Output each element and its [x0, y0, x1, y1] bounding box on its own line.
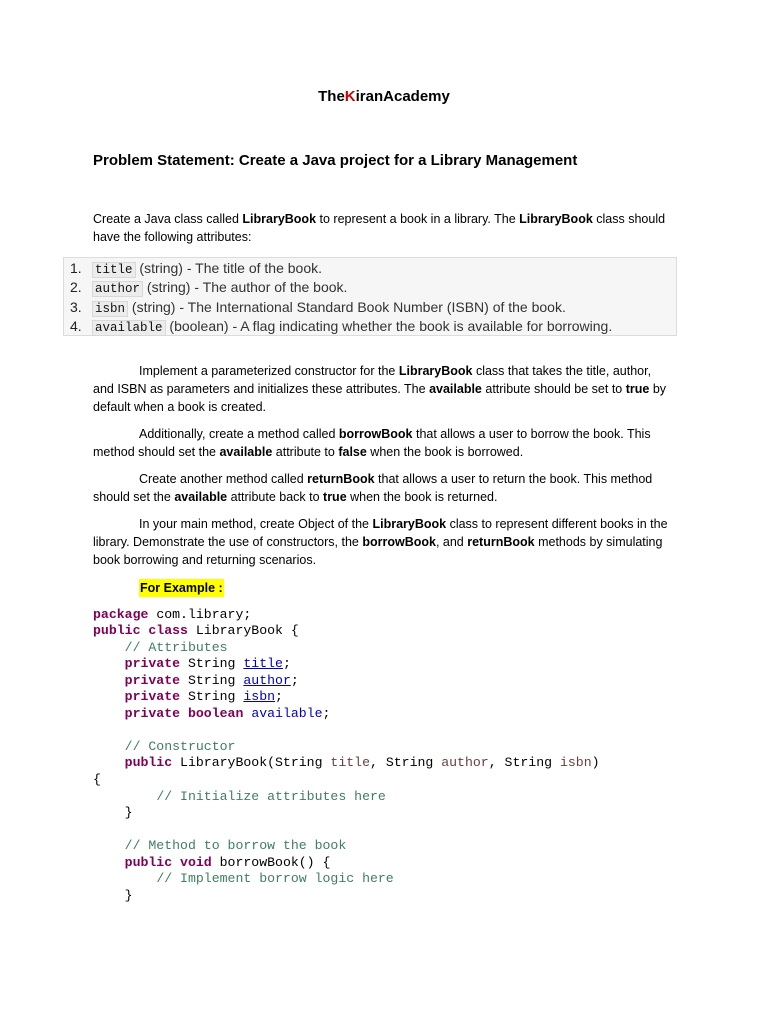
- code-line-comment-init: // Initialize attributes here: [156, 789, 386, 804]
- for-example-label: For Example :: [140, 581, 223, 595]
- intro-paragraph: Create a Java class called LibraryBook to represent a book in a library. The LibraryBook class should have the following attributes:: [93, 212, 666, 244]
- code-line-borrow-close: }: [124, 888, 133, 903]
- title-accent-letter: K: [344, 88, 356, 105]
- code-line-borrow-method: public void borrowBook() {: [124, 855, 331, 870]
- code-line-comment-borrow-logic: // Implement borrow logic here: [156, 871, 394, 886]
- attribute-item-title: 1. title (string) - The title of the book.: [70, 260, 323, 277]
- code-line-constructor-close: }: [124, 805, 133, 820]
- constructor-paragraph: Implement a parameterized constructor for the LibraryBook class that takes the title, author, and ISBN as parameters and initializes these attributes. The available attribute should be set to true by default when a book is created.: [93, 364, 667, 414]
- attribute-item-isbn: 3. isbn (string) - The International Standard Book Number (ISBN) of the book.: [70, 299, 566, 316]
- code-line-comment-constructor: // Constructor: [124, 739, 236, 754]
- return-paragraph: Create another method called returnBook that allows a user to return the book. This method should set the available attribute back to true when the book is returned.: [93, 472, 653, 504]
- code-line-comment-borrow: // Method to borrow the book: [124, 838, 347, 853]
- problem-statement-heading: Problem Statement: Create a Java project for a Library Management: [93, 152, 578, 169]
- attribute-item-author: 2. author (string) - The author of the book.: [70, 279, 348, 296]
- document-title: TheKiranAcademy: [318, 88, 450, 105]
- code-line-package: package com.library;: [93, 607, 252, 622]
- code-line-field-isbn: private String isbn;: [124, 689, 283, 704]
- borrow-paragraph: Additionally, create a method called borrowBook that allows a user to borrow the book. This method should set the available attribute to false when the book is borrowed.: [93, 427, 651, 459]
- code-line-comment-attributes: // Attributes: [124, 640, 228, 655]
- code-line-constructor-open: {: [93, 772, 101, 787]
- code-line-field-author: private String author;: [124, 673, 299, 688]
- main-method-paragraph: In your main method, create Object of the LibraryBook class to represent different books in the library. Demonstrate the use of constructors, the borrowBook, and returnBook methods by simulating book borrowing and returning scenarios.: [93, 517, 668, 567]
- attribute-item-available: 4. available (boolean) - A flag indicating whether the book is available for borrowing.: [70, 318, 613, 335]
- code-line-constructor: public LibraryBook(String title, String author, String isbn): [124, 755, 600, 770]
- code-line-field-title: private String title;: [124, 656, 291, 671]
- code-line-field-available: private boolean available;: [124, 706, 331, 721]
- attributes-list: [63, 257, 677, 336]
- code-line-class: public class LibraryBook {: [93, 623, 299, 638]
